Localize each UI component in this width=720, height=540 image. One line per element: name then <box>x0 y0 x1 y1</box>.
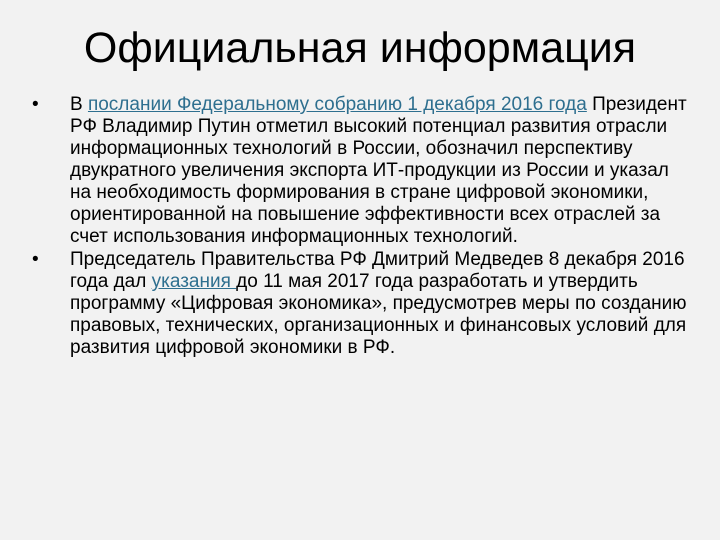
bullet-marker: • <box>32 249 39 270</box>
bullet-text-pre: Председатель Правительства РФ Дмитрий Медведев 8 декабря 2016 года дал <box>70 249 685 292</box>
bullet-text-post: Президент РФ Владимир Путин отметил высокий потенциал развития отрасли информационных технологий в России, обозначил перспективу двукратного увеличения экспорта ИТ-продукции из России и указал на необходимость формирования в стране цифровой экономики, ориентированной на повышение эффективности всех отраслей за счет использования информационных технологий. <box>70 94 687 247</box>
bullet-item-prime-minister <box>30 249 690 359</box>
bullet-text-pre: В <box>70 94 88 115</box>
slide-title: Официальная информация <box>83 24 637 72</box>
bullet-list <box>30 94 690 360</box>
link-instructions[interactable]: указания <box>151 271 237 292</box>
bullet-marker: • <box>32 94 39 115</box>
link-federal-assembly-address[interactable]: послании Федеральному собранию 1 декабря 2016 года <box>87 94 587 115</box>
bullet-text-post: до 11 мая 2017 года разработать и утвердить программу «Цифровая экономика», предусмотрев меры по созданию правовых, технических, организационных и финансовых условий для развития цифровой экономики в РФ. <box>70 271 687 358</box>
bullet-item-president <box>30 94 690 248</box>
